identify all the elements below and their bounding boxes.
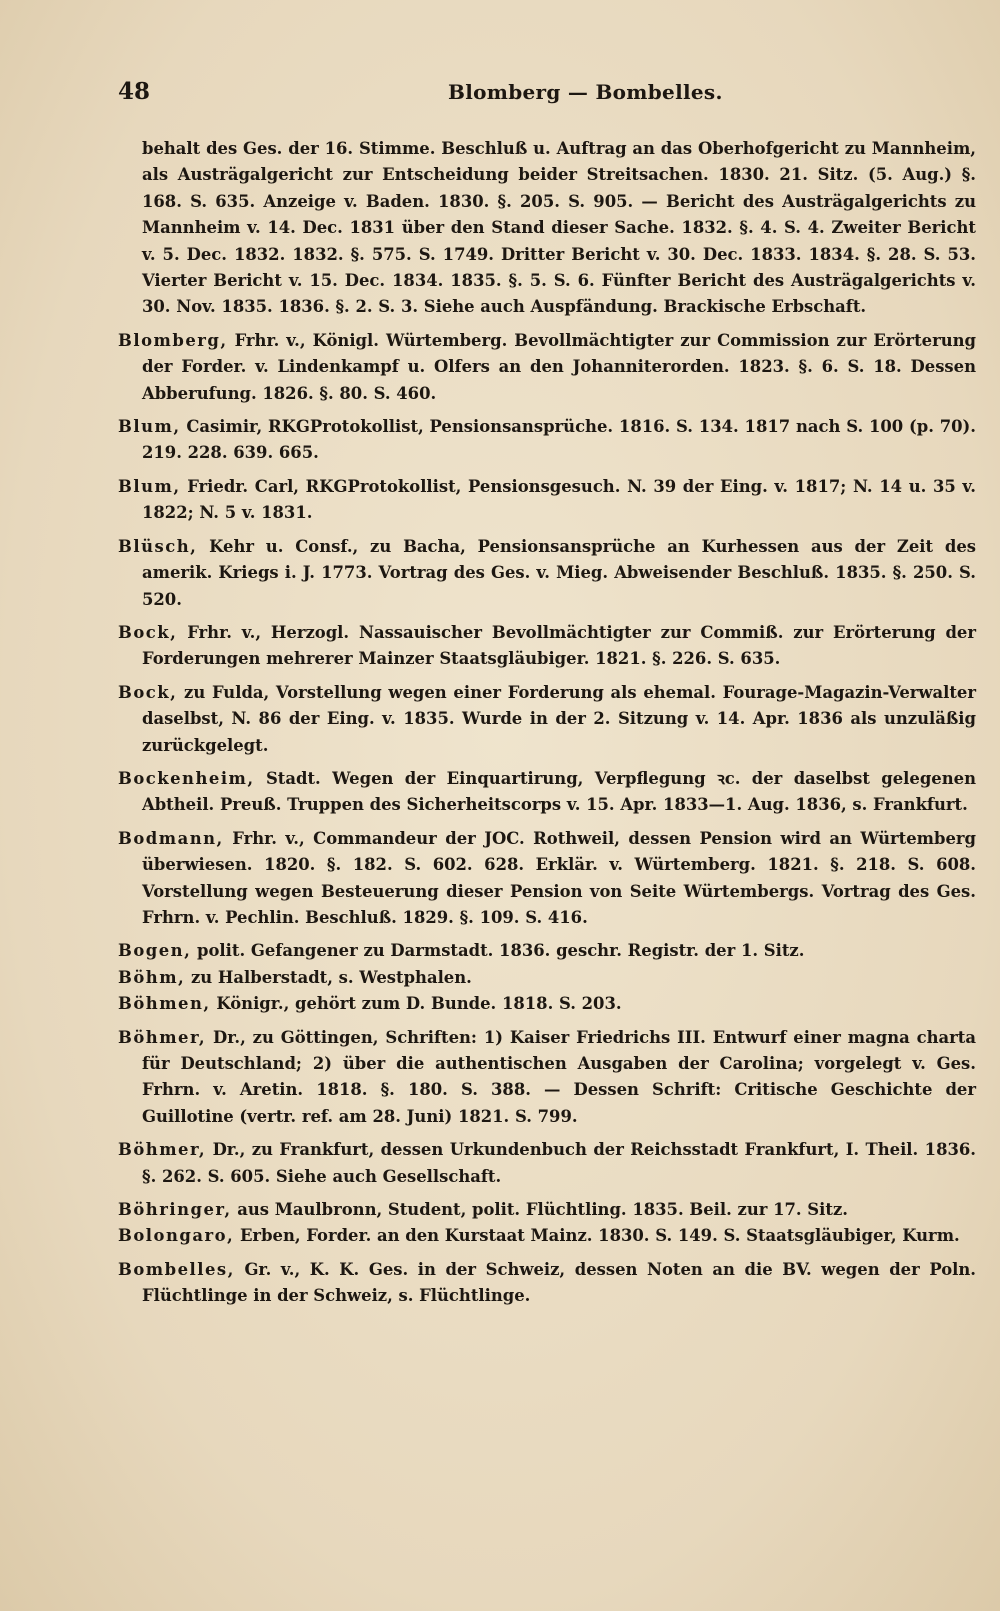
- entry-headword: Bock,: [118, 622, 178, 642]
- entry-headword: Bock,: [118, 682, 178, 702]
- index-entries: [118, 136, 976, 1310]
- entry-headword: Bockenheim,: [118, 768, 255, 788]
- entry-headword: Böhmer,: [118, 1027, 207, 1047]
- entry-headword: Blüsch,: [118, 536, 198, 556]
- entry-text: Königr., gehört zum D. Bunde. 1818. S. 203.: [216, 994, 622, 1014]
- entry-text: Stadt. Wegen der Einquartirung, Verpflegung ꝛc. der daselbst gelegenen Abtheil. Preuß. Truppen des Sicherheitscorps v. 15. Apr. 1833—1. Aug. 1836, s. Frankfurt.: [142, 768, 976, 815]
- index-entry: [118, 136, 976, 321]
- index-entry: [118, 1257, 976, 1310]
- entry-text: Frhr. v., Königl. Würtemberg. Bevollmächtigter zur Commission zur Erörterung der Forder. v. Lindenkampf u. Olfers an den Johanniterorden. 1823. §. 6. S. 18. Dessen Abberufung. 1826. §. 80. S. 460.: [142, 330, 976, 403]
- index-entry: [118, 938, 976, 964]
- entry-text: Kehr u. Consf., zu Bacha, Pensionsansprüche an Kurhessen aus der Zeit des amerik. Kriegs i. J. 1773. Vortrag des Ges. v. Mieg. Abweisender Beschluß. 1835. §. 250. S. 520.: [142, 536, 976, 609]
- index-entry: [118, 1137, 976, 1190]
- entry-text: Erben, Forder. an den Kurstaat Mainz. 1830. S. 149. S. Staatsgläubiger, Kurm.: [239, 1226, 960, 1246]
- index-entry: [118, 680, 976, 759]
- index-entry: [118, 620, 976, 673]
- entry-headword: Bodmann,: [118, 828, 224, 848]
- index-entry: [118, 766, 976, 819]
- entry-text: zu Halberstadt, s. Westphalen.: [190, 967, 472, 987]
- index-entry: [118, 414, 976, 467]
- entry-headword: Blum,: [118, 476, 181, 496]
- index-entry: [118, 991, 976, 1017]
- entry-text: Friedr. Carl, RKGProtokollist, Pensionsgesuch. N. 39 der Eing. v. 1817; N. 14 u. 35 v. 1822; N. 5 v. 1831.: [142, 476, 976, 523]
- entry-headword: Blum,: [118, 417, 181, 437]
- entry-text: aus Maulbronn, Student, polit. Flüchtling. 1835. Beil. zur 17. Sitz.: [237, 1200, 848, 1220]
- entry-headword: Böhm,: [118, 967, 186, 987]
- entry-text: Frhr. v., Commandeur der JOC. Rothweil, dessen Pension wird an Würtemberg überwiesen. 1820. §. 182. S. 602. 628. Erklär. v. Würtemberg. 1821. §. 218. S. 608. Vorstellung wegen Besteuerung dieser Pension von Seite Würtembergs. Vortrag des Ges. Frhrn. v. Pechlin. Beschluß. 1829. §. 109. S. 416.: [142, 828, 976, 927]
- entry-headword: Blomberg,: [118, 330, 228, 350]
- entry-text: Frhr. v., Herzogl. Nassauischer Bevollmächtigter zur Commiß. zur Erörterung der Forderungen mehrerer Mainzer Staatsgläubiger. 1821. §. 226. S. 635.: [142, 622, 976, 669]
- entry-headword: Bombelles,: [118, 1259, 235, 1279]
- page-header: [118, 78, 976, 128]
- entry-headword: Bogen,: [118, 941, 192, 961]
- entry-headword: Böhmer,: [118, 1140, 207, 1160]
- entry-text: Dr., zu Göttingen, Schriften: 1) Kaiser Friedrichs III. Entwurf einer magna charta für Deutschland; 2) über die authentischen Ausgaben der Carolina; vorgelegt v. Ges. Frhrn. v. Aretin. 1818. §. 180. S. 388. — Dessen Schrift: Critische Geschichte der Guillotine (vertr. ref. am 28. Juni) 1821. S. 799.: [142, 1027, 976, 1126]
- index-entry: [118, 1223, 976, 1249]
- entry-text: Gr. v., K. K. Ges. in der Schweiz, dessen Noten an die BV. wegen der Poln. Flüchtlinge in der Schweiz, s. Flüchtlinge.: [142, 1259, 976, 1306]
- entry-headword: Böhringer,: [118, 1200, 232, 1220]
- index-entry: [118, 1197, 976, 1223]
- index-entry: [118, 965, 976, 991]
- entry-headword: Bolongaro,: [118, 1226, 235, 1246]
- index-entry: [118, 1025, 976, 1131]
- index-entry: [118, 328, 976, 407]
- entry-text: Casimir, RKGProtokollist, Pensionsansprüche. 1816. S. 134. 1817 nach S. 100 (p. 70). 219. 228. 639. 665.: [142, 417, 976, 463]
- entry-headword: Böhmen,: [118, 994, 211, 1014]
- entry-text: polit. Gefangener zu Darmstadt. 1836. geschr. Registr. der 1. Sitz.: [197, 941, 805, 961]
- entry-text: zu Fulda, Vorstellung wegen einer Forderung als ehemal. Fourage-Magazin-Verwalter daselbst, N. 86 der Eing. v. 1835. Wurde in der 2. Sitzung v. 14. Apr. 1836 als unzuläßig zurückgelegt.: [142, 682, 976, 755]
- running-head: Blomberg — Bombelles.: [448, 80, 723, 104]
- entry-text: behalt des Ges. der 16. Stimme. Beschluß u. Auftrag an das Oberhofgericht zu Mannheim, als Austrägalgericht zur Entscheidung beider Streitsachen. 1830. 21. Sitz. (5. Aug.) §. 168. S. 635. Anzeige v. Baden. 1830. §. 205. S. 905. — Bericht des Austrägalgerichts zu Mannheim v. 14. Dec. 1831 über den Stand dieser Sache. 1832. §. 4. S. 4. Zweiter Bericht v. 5. Dec. 1832. 1832. §. 575. S. 1749. Dritter Bericht v. 30. Dec. 1833. 1834. §. 28. S. 53. Vierter Bericht v. 15. Dec. 1834. 1835. §. 5. S. 6. Fünfter Bericht des Austrägalgerichts v. 30. Nov. 1835. 1836. §. 2. S. 3. Siehe auch Auspfändung. Brackische Erbschaft.: [142, 139, 976, 317]
- index-entry: [118, 534, 976, 613]
- entry-text: Dr., zu Frankfurt, dessen Urkundenbuch der Reichsstadt Frankfurt, I. Theil. 1836. §. 262. S. 605. Siehe auch Gesellschaft.: [142, 1140, 976, 1186]
- page-number: 48: [118, 78, 151, 105]
- index-entry: [118, 474, 976, 527]
- index-entry: [118, 826, 976, 932]
